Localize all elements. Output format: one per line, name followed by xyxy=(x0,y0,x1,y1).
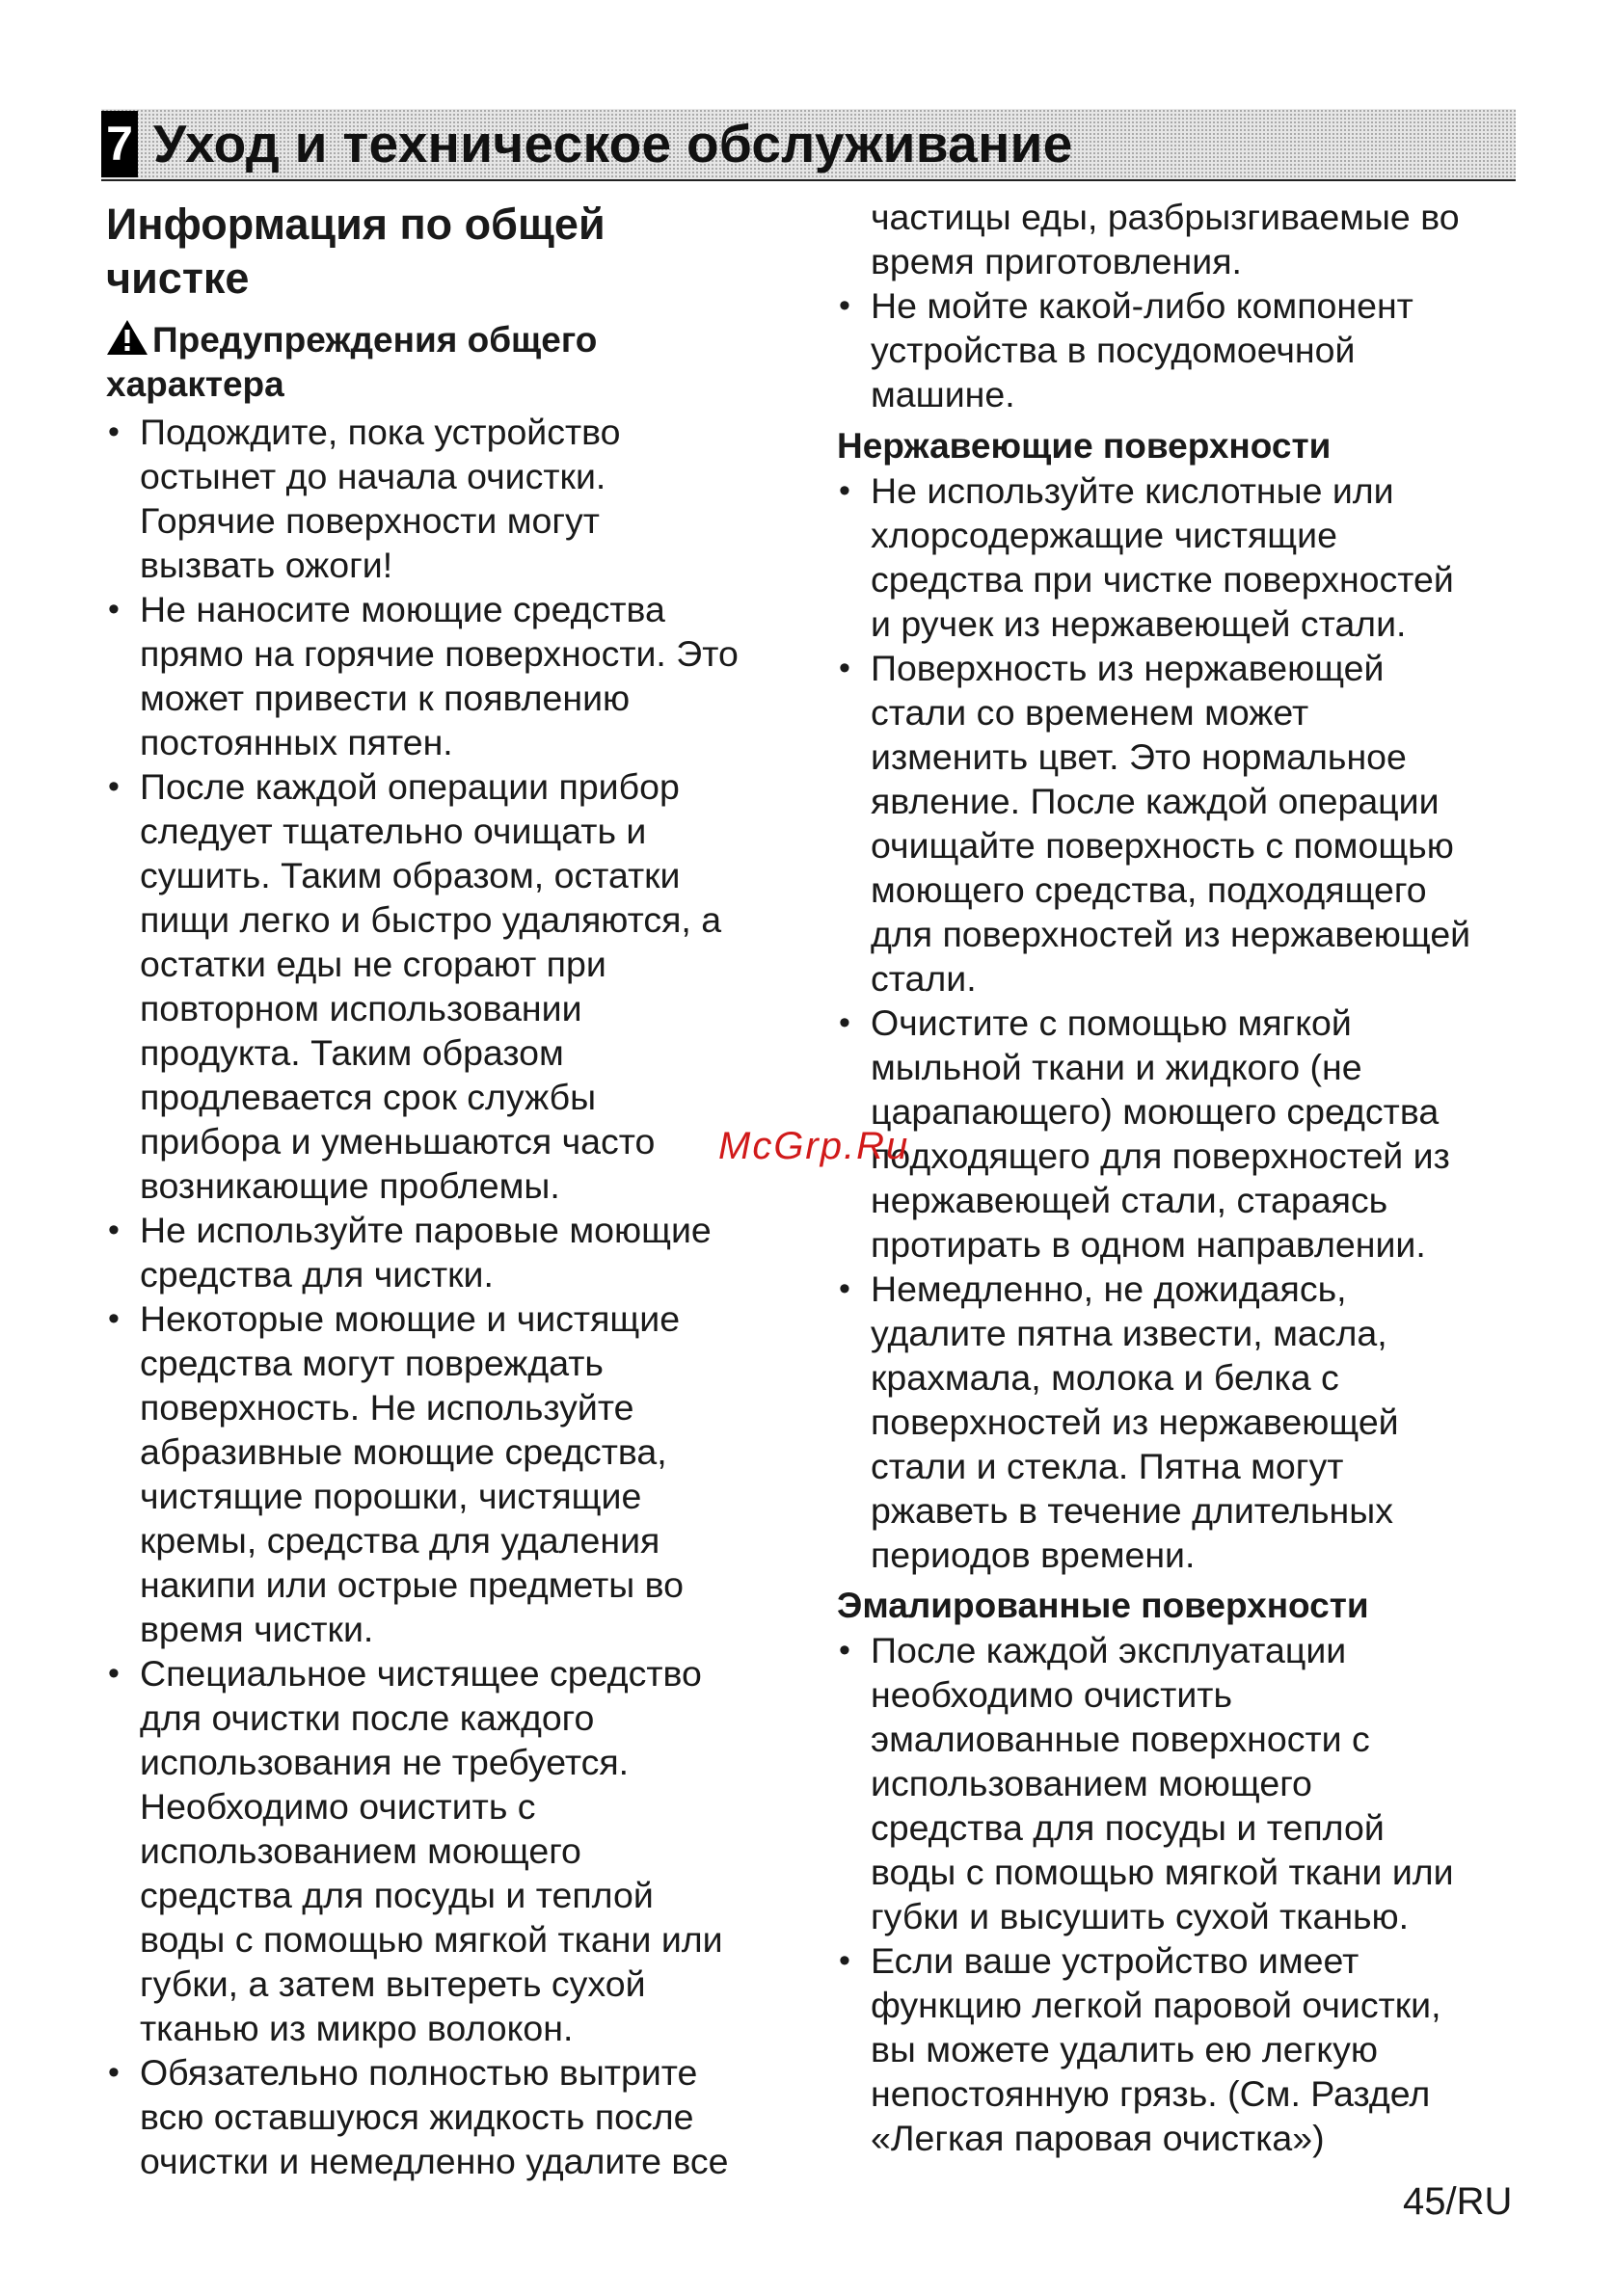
text-line: для очистки после каждого xyxy=(140,1697,595,1738)
text-line: • Некоторые моющие и чистящие xyxy=(140,1298,681,1339)
text-line: частицы еды, разбрызгиваемые во xyxy=(871,197,1460,237)
text-line: эмалиованные поверхности с xyxy=(871,1719,1370,1759)
text-line: моющего средства, подходящего xyxy=(871,869,1427,910)
text-line: воды с помощью мягкой ткани или xyxy=(871,1852,1454,1892)
text-line: повторном использовании xyxy=(140,988,582,1028)
text-line: чистящие порошки, чистящие xyxy=(140,1476,642,1516)
text-line: и ручек из нержавеющей стали. xyxy=(871,603,1407,644)
list-item xyxy=(106,2050,739,2183)
warning-heading: Предупреждения общего характера xyxy=(106,320,598,404)
text-line: • Специальное чистящее средство xyxy=(140,1653,702,1694)
text-line: остатки еды не сгорают при xyxy=(140,944,606,984)
enamel-heading: Эмалированные поверхности xyxy=(837,1586,1369,1625)
text-line: • Поверхность из нержавеющей xyxy=(871,648,1385,688)
stainless-heading: Нержавеющие поверхности xyxy=(837,426,1332,466)
continued-text xyxy=(871,195,1460,283)
text-line: явление. После каждой операции xyxy=(871,781,1440,821)
text-line: периодов времени. xyxy=(871,1535,1196,1575)
list-item xyxy=(106,587,739,764)
text-line: подходящего для поверхностей из xyxy=(871,1135,1450,1176)
left-bullet-list xyxy=(106,410,739,2183)
text-line: непостоянную грязь. (См. Раздел xyxy=(871,2073,1431,2114)
text-line: • Немедленно, не дожидаясь, xyxy=(871,1268,1347,1309)
text-line: вызвать ожоги! xyxy=(140,545,393,585)
text-line: Необходимо очистить с xyxy=(140,1786,536,1827)
text-line: • Очистите с помощью мягкой xyxy=(871,1002,1352,1043)
list-item xyxy=(837,468,1470,646)
list-item xyxy=(837,1267,1470,1577)
text-line: средства для чистки. xyxy=(140,1254,494,1295)
text-line: протирать в одном направлении. xyxy=(871,1224,1426,1265)
enamel-bullet-list xyxy=(837,1628,1454,2160)
text-line: остынет до начала очистки. xyxy=(140,456,606,496)
text-line: устройства в посудомоечной xyxy=(871,330,1356,370)
text-line: губки и высушить сухой тканью. xyxy=(871,1896,1410,1936)
text-line: необходимо очистить xyxy=(871,1674,1232,1715)
text-line: для поверхностей из нержавеющей xyxy=(871,914,1471,954)
text-line: изменить цвет. Это нормальное xyxy=(871,736,1407,777)
text-line: кремы, средства для удаления xyxy=(140,1520,660,1561)
text-line: средства для посуды и теплой xyxy=(140,1875,654,1915)
right-bullet-list xyxy=(837,283,1413,416)
text-line: • Не наносите моющие средства xyxy=(140,589,665,629)
text-line: • Если ваше устройство имеет xyxy=(871,1940,1359,1981)
list-item xyxy=(106,1296,739,1651)
text-line: возникающие проблемы. xyxy=(140,1165,560,1206)
stainless-bullet-list xyxy=(837,468,1470,1577)
list-item xyxy=(837,646,1470,1001)
text-line: • Не мойте какой-либо компонент xyxy=(871,285,1413,326)
text-line: стали и стекла. Пятна могут xyxy=(871,1446,1344,1486)
text-line: поверхность. Не используйте xyxy=(140,1387,634,1428)
list-item xyxy=(837,1938,1454,2160)
text-line: вы можете удалить ею легкую xyxy=(871,2029,1378,2069)
text-line: мыльной ткани и жидкого (не xyxy=(871,1047,1362,1087)
text-line: следует тщательно очищать и xyxy=(140,811,647,851)
text-line: средства могут повреждать xyxy=(140,1343,604,1383)
text-line: средства для посуды и теплой xyxy=(871,1807,1385,1848)
text-line: постоянных пятен. xyxy=(140,722,453,762)
text-line: прибора и уменьшаются часто xyxy=(140,1121,656,1161)
list-item xyxy=(106,1651,739,2050)
watermark: McGrp.Ru xyxy=(718,1125,910,1167)
text-line: ржаветь в течение длительных xyxy=(871,1490,1393,1531)
chapter-title: Уход и техническое обслуживание xyxy=(153,114,1073,174)
warning-icon xyxy=(106,319,148,356)
text-line: сушить. Таким образом, остатки xyxy=(140,855,681,895)
text-line: • После каждой эксплуатации xyxy=(871,1630,1347,1670)
text-line: стали со временем может xyxy=(871,692,1309,733)
list-item xyxy=(106,410,739,587)
text-line: использованием моющего xyxy=(871,1763,1312,1803)
text-line: абразивные моющие средства, xyxy=(140,1431,667,1472)
text-line: тканью из микро волокон. xyxy=(140,2008,574,2048)
text-line: нержавеющей стали, стараясь xyxy=(871,1180,1388,1220)
list-item xyxy=(106,764,739,1208)
text-line: поверхностей из нержавеющей xyxy=(871,1402,1399,1442)
list-item xyxy=(106,1208,739,1296)
text-line: хлорсодержащие чистящие xyxy=(871,515,1337,555)
list-item xyxy=(837,283,1413,416)
text-line: очистки и немедленно удалите все xyxy=(140,2141,729,2181)
text-line: продукта. Таким образом xyxy=(140,1032,564,1073)
text-line: средства при чистке поверхностей xyxy=(871,559,1454,600)
text-line: прямо на горячие поверхности. Это xyxy=(140,633,739,674)
text-line: губки, а затем вытереть сухой xyxy=(140,1963,646,2004)
text-line: время приготовления. xyxy=(871,241,1242,281)
text-line: • Обязательно полностью вытрите xyxy=(140,2052,698,2093)
text-line: удалите пятна извести, масла, xyxy=(871,1313,1387,1353)
section-heading: Информация по общей чистке xyxy=(106,200,606,303)
text-line: использования не требуется. xyxy=(140,1742,630,1782)
chapter-number: 7 xyxy=(101,111,138,177)
text-line: функцию легкой паровой очистки, xyxy=(871,1985,1441,2025)
text-line: может привести к появлению xyxy=(140,678,631,718)
text-line: • После каждой операции прибор xyxy=(140,766,680,807)
text-line: продлевается срок службы xyxy=(140,1077,597,1117)
text-line: очищайте поверхность с помощью xyxy=(871,825,1454,866)
text-line: время чистки. xyxy=(140,1609,374,1649)
text-line: • Подождите, пока устройство xyxy=(140,412,621,452)
text-line: • Не используйте паровые моющие xyxy=(140,1210,712,1250)
text-line: Горячие поверхности могут xyxy=(140,500,600,541)
list-item xyxy=(837,1628,1454,1938)
text-line: пищи легко и быстро удаляются, а xyxy=(140,899,722,940)
text-line: • Не используйте кислотные или xyxy=(871,470,1394,511)
text-line: воды с помощью мягкой ткани или xyxy=(140,1919,723,1960)
text-line: крахмала, молока и белка с xyxy=(871,1357,1339,1398)
text-line: «Легкая паровая очистка») xyxy=(871,2118,1325,2158)
text-line: использованием моющего xyxy=(140,1830,581,1871)
list-item xyxy=(837,1001,1470,1267)
page-number: 45/RU xyxy=(1403,2180,1513,2223)
text-line: накипи или острые предметы во xyxy=(140,1564,685,1605)
text-line: царапающего) моющего средства xyxy=(871,1091,1440,1132)
text-line: всю оставшуюся жидкость после xyxy=(140,2096,694,2137)
text-line: машине. xyxy=(871,374,1015,414)
chapter-header xyxy=(101,109,1516,181)
text-line: стали. xyxy=(871,958,977,999)
